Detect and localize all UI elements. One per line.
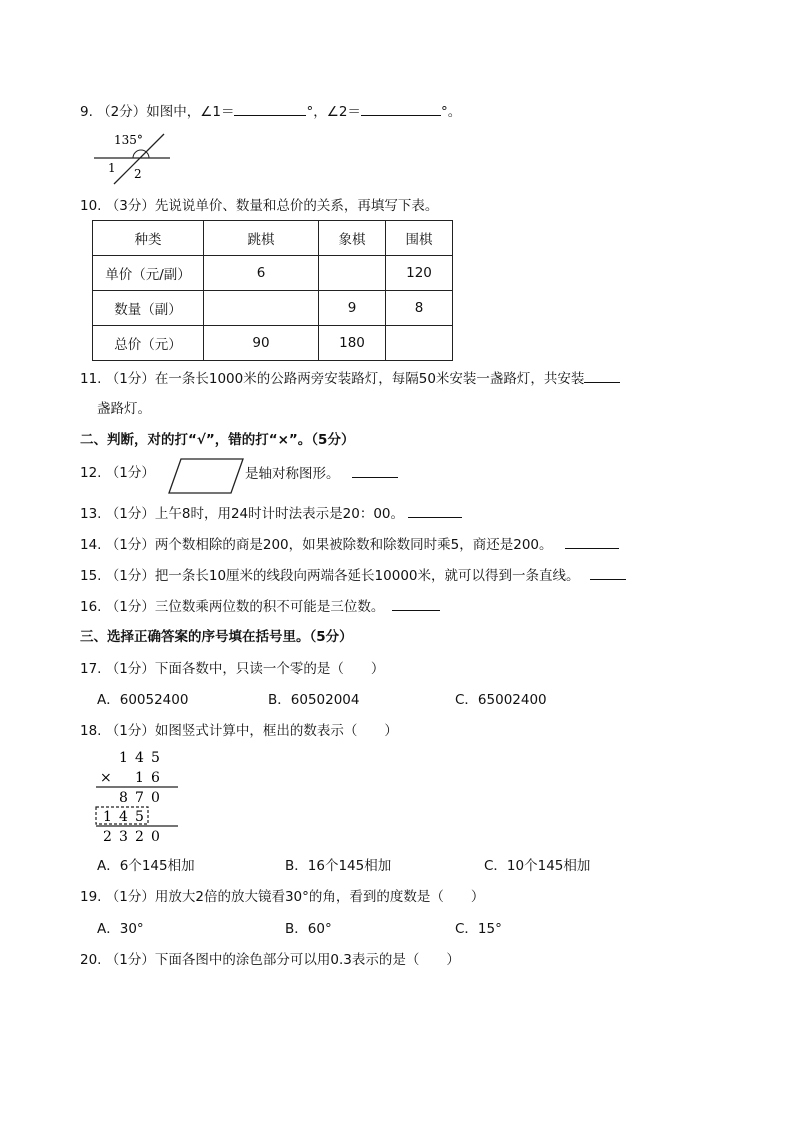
calc-digit: 2 — [135, 829, 144, 845]
calc-digit: 0 — [151, 829, 160, 845]
table-header: 跳棋 — [204, 221, 319, 256]
table-row — [93, 256, 453, 291]
q15-line — [80, 566, 626, 585]
q10-text: 先说说单价、数量和总价的关系，再填写下表。 — [154, 198, 439, 214]
q14-line — [80, 535, 619, 554]
q13-line — [80, 504, 462, 523]
table-cell: 9 — [319, 291, 386, 326]
q9-blank-1[interactable] — [234, 102, 306, 116]
q12-text: 是轴对称图形。 — [245, 466, 340, 482]
q9-text-c: °。 — [440, 104, 462, 120]
q19-score: （1分） — [105, 889, 155, 905]
q17-line — [80, 660, 384, 678]
q11-text-2: 盏路灯。 — [97, 401, 151, 417]
table-cell-blank[interactable] — [204, 291, 319, 326]
q10-line — [80, 197, 438, 215]
q18-text: 如图竖式计算中，框出的数表示（ ） — [154, 723, 398, 739]
q17-option-c[interactable]: C．65002400 — [455, 692, 547, 708]
q11-text: 在一条长1000米的公路两旁安装路灯，每隔50米安装一盏路灯，共安装 — [154, 371, 585, 387]
table-cell: 180 — [319, 326, 386, 361]
calc-digit: 4 — [119, 809, 128, 825]
calc-digit: 0 — [151, 790, 160, 806]
q9-text-a: 如图中，∠1＝ — [146, 104, 235, 120]
q11-line — [80, 369, 620, 388]
q16-number: 16. — [80, 599, 102, 615]
table-cell: 8 — [386, 291, 453, 326]
calc-digit: 2 — [103, 829, 112, 845]
q9-blank-2[interactable] — [361, 102, 441, 116]
q20-line — [80, 951, 460, 969]
q9-line — [80, 102, 461, 121]
q12-line — [80, 464, 155, 482]
calc-digit: 5 — [151, 750, 160, 766]
q15-score: （1分） — [105, 568, 155, 584]
q11-number: 11. — [80, 371, 102, 387]
table-cell: 120 — [386, 256, 453, 291]
parallelogram-figure — [168, 458, 244, 494]
q18-vertical-calculation — [90, 748, 182, 844]
table-header: 种类 — [93, 221, 204, 256]
q9-text-b: °，∠2＝ — [306, 104, 361, 120]
q9-angle-figure — [92, 128, 172, 184]
calc-digit: 1 — [103, 809, 112, 825]
q11-blank[interactable] — [584, 369, 620, 383]
q12-score: （1分） — [105, 465, 155, 481]
q19-option-a[interactable]: A．30° — [97, 921, 144, 937]
q16-line — [80, 597, 440, 616]
q19-option-c[interactable]: C．15° — [455, 921, 502, 937]
q10-price-table — [92, 220, 453, 361]
table-header: 象棋 — [319, 221, 386, 256]
q17-option-a[interactable]: A．60052400 — [97, 692, 189, 708]
q19-text: 用放大2倍的放大镜看30°的角，看到的度数是（ ） — [154, 889, 485, 905]
calc-operator: × — [100, 770, 112, 786]
calc-digit: 4 — [135, 750, 144, 766]
calc-digit: 6 — [151, 770, 160, 786]
q9-label-1: 1 — [108, 161, 116, 175]
table-cell: 单价（元/副） — [93, 256, 204, 291]
q19-number: 19. — [80, 889, 102, 905]
q16-score: （1分） — [105, 599, 155, 615]
q19-option-b[interactable]: B．60° — [285, 921, 332, 937]
q14-text: 两个数相除的商是200，如果被除数和除数同时乘5，商还是200。 — [154, 537, 553, 553]
q10-number: 10. — [80, 198, 102, 214]
q20-score: （1分） — [105, 952, 155, 968]
table-row — [93, 326, 453, 361]
calc-digit: 1 — [119, 750, 128, 766]
q14-score: （1分） — [105, 537, 155, 553]
table-header: 围棋 — [386, 221, 453, 256]
q13-text: 上午8时，用24时计时法表示是20：00。 — [154, 506, 404, 522]
table-cell-blank[interactable] — [319, 256, 386, 291]
q12-line-rest — [245, 464, 398, 483]
q20-number: 20. — [80, 952, 102, 968]
table-row — [93, 291, 453, 326]
section3-title: 三、选择正确答案的序号填在括号里。（5分） — [80, 629, 353, 645]
q12-blank[interactable] — [352, 464, 398, 478]
q11-score: （1分） — [105, 371, 155, 387]
q17-number: 17. — [80, 661, 102, 677]
q9-number: 9. — [80, 104, 93, 120]
q13-number: 13. — [80, 506, 102, 522]
table-cell: 6 — [204, 256, 319, 291]
q13-blank[interactable] — [408, 504, 462, 518]
table-cell: 90 — [204, 326, 319, 361]
q18-number: 18. — [80, 723, 102, 739]
q18-option-c[interactable]: C．10个145相加 — [484, 858, 591, 874]
q15-number: 15. — [80, 568, 102, 584]
q11-line-2 — [97, 400, 151, 418]
q19-line — [80, 888, 484, 906]
q18-line — [80, 722, 398, 740]
q9-label-2: 2 — [134, 167, 142, 181]
calc-digit: 5 — [135, 809, 144, 825]
q16-text: 三位数乘两位数的积不可能是三位数。 — [154, 599, 385, 615]
table-cell: 总价（元） — [93, 326, 204, 361]
q18-option-b[interactable]: B．16个145相加 — [285, 858, 392, 874]
q15-text: 把一条长10厘米的线段向两端各延长10000米，就可以得到一条直线。 — [154, 568, 580, 584]
table-cell-blank[interactable] — [386, 326, 453, 361]
calc-digit: 7 — [135, 790, 144, 806]
q16-blank[interactable] — [392, 597, 440, 611]
q18-score: （1分） — [105, 723, 155, 739]
q17-text: 下面各数中，只读一个零的是（ ） — [154, 661, 385, 677]
calc-digit: 8 — [119, 790, 128, 806]
q18-option-a[interactable]: A．6个145相加 — [97, 858, 195, 874]
q9-angle-label: 135° — [114, 133, 143, 147]
q13-score: （1分） — [105, 506, 155, 522]
table-cell: 数量（副） — [93, 291, 204, 326]
q17-score: （1分） — [105, 661, 155, 677]
q10-score: （3分） — [105, 198, 155, 214]
q20-text: 下面各图中的涂色部分可以用0.3表示的是（ ） — [154, 952, 460, 968]
q14-blank[interactable] — [565, 535, 619, 549]
q12-number: 12. — [80, 465, 102, 481]
calc-digit: 3 — [119, 829, 128, 845]
q15-blank[interactable] — [590, 566, 626, 580]
q17-option-b[interactable]: B．60502004 — [268, 692, 360, 708]
section2-title: 二、判断，对的打“√”，错的打“×”。（5分） — [80, 432, 355, 448]
table-header-row — [93, 221, 453, 256]
q9-score: （2分） — [97, 104, 147, 120]
q14-number: 14. — [80, 537, 102, 553]
calc-digit: 1 — [135, 770, 144, 786]
